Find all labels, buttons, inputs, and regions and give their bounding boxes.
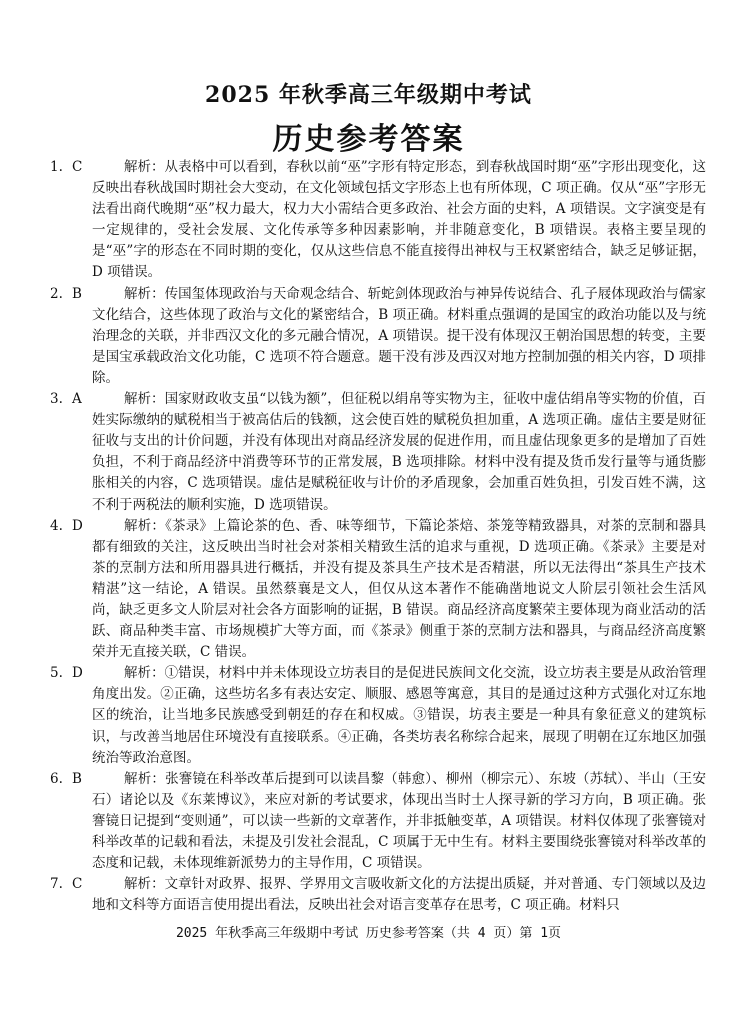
- answer-choice: D: [72, 665, 83, 682]
- question-number: 7.: [50, 876, 63, 893]
- answer-item-5: [50, 663, 706, 768]
- answer-item-2: [50, 284, 706, 389]
- question-number: 2.: [50, 285, 63, 302]
- question-number: 1.: [50, 159, 63, 175]
- answer-item-1: [50, 157, 706, 284]
- answer-choice: B: [72, 770, 82, 787]
- answer-explanation: 解析：①错误，材料中并未体现设立坊表目的是促进民族间文化交流，设立坊表主要是从政治管理角度出发。②正确，这些坊名多有表达安定、顺服、感恩等寓意，其目的是通过这种方式强化对辽东地区的统治，让当地多民族感受到朝廷的存在和权威。③错误，坊表主要是一种具有象征意义的建筑标识，与改善当地居住环境没有直接联系。④正确，各类坊表名称综合起来，展现了明朝在辽东地区加强统治等政治意图。: [92, 665, 706, 766]
- answer-choice: C: [72, 159, 83, 175]
- question-number: 4.: [50, 517, 63, 534]
- exam-title: 2025 年秋季高三年级期中考试: [205, 82, 532, 108]
- document-title: 历史参考答案: [272, 122, 465, 157]
- answer-list: [50, 157, 706, 916]
- answer-item-3: [50, 389, 706, 516]
- answer-choice: C: [72, 876, 83, 893]
- answer-item-7: [50, 874, 706, 916]
- page-footer: 2025 年秋季高三年级期中考试 历史参考答案（共 4 页）第 1页: [175, 926, 562, 941]
- answer-explanation: 解析：《茶录》上篇论茶的色、香、味等细节，下篇论茶焙、茶笼等精致器具，对茶的烹制和器具都有细致的关注，这反映出当时社会对茶相关精致生活的追求与重视，D 选项正确。《茶录》主要是对茶的烹制方法和所用器具进行概括，并没有提及茶具生产技术是否精湛，所以无法得出“茶具生产技术精湛”这一结论，A 错误。虽然蔡襄是文人，但仅从这本著作不能确凿地说文人阶层引领社会生活风尚，缺乏更多文人阶层对社会各方面影响的证据，B 错误。商品经济高度繁荣主要体现为商业活动的活跃、商品种类丰富、市场规模扩大等方面，而《茶录》侧重于茶的烹制方法和器具，与商品经济高度繁荣并无直接关联，C 错误。: [92, 517, 706, 661]
- question-number: 5.: [50, 665, 63, 682]
- answer-choice: A: [72, 391, 82, 408]
- answer-choice: D: [72, 517, 83, 534]
- answer-item-4: [50, 516, 706, 664]
- answer-explanation: 解析：国家财政收支虽“以钱为额”，但征税以绢帛等实物为主，征收中虚估绢帛等实物的价值，百姓实际缴纳的赋税相当于被高估后的钱额，这会使百姓的赋税负担加重，A 选项正确。虚估主要是财征征收与支出的计价问题，并没有体现出对商品经济发展的促进作用，而且虚估现象更多的是增加了百姓负担，不利于商品经济中消费等环节的正常发展，B 选项排除。材料中没有提及货币发行量等与通货膨胀相关的内容，C 选项错误。虚估是赋税征收与计价的矛盾现象，会加重百姓负担，引发百姓不满，这不利于两税法的顺利实施，D 选项错误。: [92, 391, 706, 513]
- answer-item-6: [50, 769, 706, 874]
- answer-explanation: 解析：传国玺体现政治与天命观念结合、斩蛇剑体现政治与神异传说结合、孔子屐体现政治与儒家文化结合，这些体现了政治与文化的紧密结合，B 项正确。材料重点强调的是国宝的政治功能以及与统治理念的关联，并非西汉文化的多元融合情况，A 项错误。提干没有体现汉王朝治国思想的转变，主要是国宝承载政治文化功能，C 选项不符合题意。题干没有涉及西汉对地方控制加强的相关内容，D 项排除。: [92, 285, 706, 386]
- question-number: 6.: [50, 770, 63, 787]
- answer-explanation: 解析：从表格中可以看到，春秋以前“巫”字形有特定形态，到春秋战国时期“巫”字形出现变化，这反映出春秋战国时期社会大变动，在文化领域包括文字形态上也有所体现，C 项正确。仅从“巫”字形无法看出商代晚期“巫”权力最大，权力大小需结合更多政治、社会方面的史料，A 项错误。文字演变是有一定规律的，受社会发展、文化传承等多种因素影响，并非随意变化，B 项错误。表格主要呈现的是“巫”字的形态在不同时期的变化，仅从这些信息不能直接得出神权与王权紧密结合，缺乏足够证据，D 项错误。: [92, 159, 706, 281]
- question-number: 3.: [50, 391, 63, 408]
- answer-explanation: 解析：文章针对政界、报界、学界用文言吸收新文化的方法提出质疑，并对普通、专门领域以及边地和文科等方面语言使用提出看法，反映出社会对语言变革存在思考，C 项正确。材料只: [92, 876, 706, 914]
- answer-choice: B: [72, 285, 82, 302]
- answer-explanation: 解析：张謇镜在科举改革后提到可以读昌黎（韩愈）、柳州（柳宗元）、东坡（苏轼）、半山（王安石）诸论以及《东莱博议》，来应对新的考试要求，体现出当时士人探寻新的学习方向，B 项正确。张謇镜日记提到“变则通”，可以读一些新的文章著作，并非抵触变革，A 项错误。材料仅体现了张謇镜对科举改革的记载和看法，未提及引发社会混乱，C 项属于无中生有。材料主要围绕张謇镜对科举改革的态度和记载，未体现维新派势力的主导作用，C 项错误。: [92, 770, 706, 872]
